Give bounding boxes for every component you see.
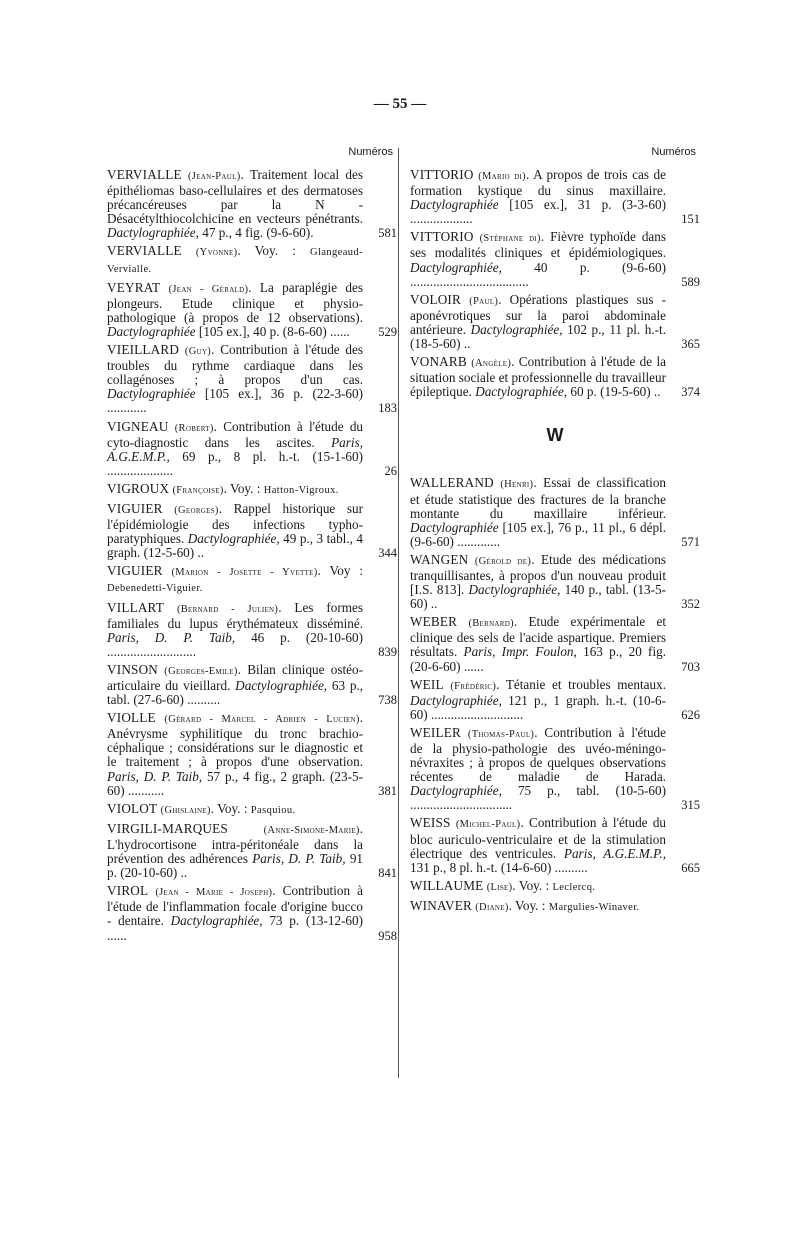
entry-number: 183	[378, 401, 397, 416]
index-entry	[410, 615, 700, 673]
entry-publication: Dactylographiée	[410, 519, 499, 535]
index-entry	[107, 482, 397, 498]
entry-number: 589	[681, 274, 700, 289]
entry-number: 381	[378, 783, 397, 798]
entry-publication: Dactylographiée	[410, 197, 499, 213]
entry-details: [105 ex.], 36 p. (22-3-60) ............	[107, 386, 364, 416]
entry-surname: VIGROUX	[107, 480, 170, 496]
right-column	[410, 146, 700, 919]
index-entry	[410, 816, 700, 874]
index-entry	[410, 879, 700, 895]
index-entry	[410, 678, 700, 722]
entry-surname: VIGNEAU	[107, 418, 169, 434]
entry-surname: VERVIALLE	[107, 243, 182, 259]
entry-title: . Voy. :	[223, 480, 261, 496]
entry-surname: WINAVER	[410, 897, 472, 913]
entry-publication: Dactylographiée,	[235, 678, 328, 693]
entry-number: 839	[378, 644, 397, 659]
index-entry	[410, 899, 700, 915]
entry-surname: VINSON	[107, 661, 159, 677]
entry-publication: Paris, Impr. Foulon,	[463, 644, 577, 660]
entry-given-names: (Robert)	[174, 422, 214, 434]
entry-surname: WANGEN	[410, 551, 469, 567]
entry-given-names: (Henri)	[500, 479, 534, 491]
entry-number: 841	[378, 866, 397, 881]
entry-details: [105 ex.], 40 p. (8-6-60) ......	[198, 323, 350, 339]
entry-surname: VIOLLE	[107, 710, 156, 726]
entry-details: 91 p. (20-10-60) ..	[107, 851, 363, 881]
entry-surname: VIGUIER	[107, 500, 163, 516]
entry-surname: WEILER	[410, 724, 462, 740]
entry-number: 26	[384, 463, 397, 478]
index-entry	[107, 168, 397, 240]
entry-cross-reference: Pasquiou.	[250, 804, 296, 816]
entry-given-names: (Georges)	[174, 504, 219, 516]
entry-publication: Paris, D. P. Taib,	[252, 851, 346, 867]
index-entry	[107, 884, 397, 942]
entry-title: . L'hydrocortisone intra-péritonéale dans la prévention des adhérences	[107, 820, 363, 867]
index-entry	[107, 281, 397, 339]
entry-details: 63 p., tabl. (27-6-60) ..........	[107, 678, 363, 708]
entry-surname: VIROL	[107, 883, 149, 899]
entry-publication: Dactylographiée,	[410, 783, 502, 799]
entry-title: . Bilan clinique ostéo-articulaire du vieillard.	[107, 661, 363, 693]
entry-surname: VIRGILI-MARQUES	[107, 820, 228, 836]
index-entry	[410, 355, 700, 399]
entry-title: . Opérations plastiques sus - aponévrotiques sur la paroi abdominale antérieure.	[410, 291, 667, 337]
entry-publication: Dactylographiée,	[468, 582, 561, 598]
entry-given-names: (Thomas-Paul)	[467, 728, 535, 740]
entry-surname: VERVIALLE	[107, 167, 182, 182]
entry-surname: VOLOIR	[410, 291, 462, 307]
entry-title: . Les formes familiales du lupus érythémateux disséminé.	[107, 599, 363, 631]
entry-number: 344	[378, 546, 397, 561]
entry-given-names: (Gérold de)	[474, 555, 532, 567]
entry-surname: VEYRAT	[107, 279, 161, 295]
entry-number: 738	[378, 693, 397, 708]
index-entry	[410, 230, 700, 288]
entry-surname: VIGUIER	[107, 563, 163, 579]
left-column	[107, 146, 397, 947]
entry-publication: Paris, D. P. Taib,	[107, 768, 203, 784]
entry-title: . Contribution à l'étude du cyto-diagnostic dans les ascites.	[107, 418, 364, 450]
entry-cross-reference: Leclercq.	[552, 881, 596, 893]
index-entry	[107, 502, 397, 560]
entry-title: . Anévrysme syphilitique du tronc brachio-céphalique ; considérations sur le diagnostic et le traitement ; à propos d'une observation.	[107, 710, 363, 770]
entry-details: 40 p. (9-6-60) ....................................	[410, 259, 666, 289]
entry-title: . La paraplégie des plongeurs. Etude clinique et physio-pathologique (à propos de 12 observations).	[107, 279, 363, 325]
entry-surname: VITTORIO	[410, 167, 474, 182]
entry-number: 581	[378, 226, 397, 241]
entry-details: 140 p., tabl. (13-5-60) ..	[410, 582, 667, 612]
entry-surname: VONARB	[410, 354, 467, 370]
entry-title: . A propos de trois cas de formation kystique du sinus maxillaire.	[410, 167, 666, 199]
entry-number: 665	[681, 860, 700, 875]
entry-surname: VIOLOT	[107, 800, 158, 816]
entry-title: . Tétanie et troubles mentaux.	[496, 676, 667, 692]
page-number: — 55 —	[373, 96, 427, 112]
entry-cross-reference: Debenedetti-Viguier.	[107, 583, 203, 595]
entry-given-names: (Anne-Simone-Marie)	[263, 824, 360, 836]
entry-title: . Voy. :	[512, 877, 550, 893]
left-entries	[107, 168, 397, 943]
numeros-header: Numéros	[348, 146, 393, 158]
entry-details: 75 p., tabl. (10-5-60) ...............................	[410, 783, 667, 813]
entry-number: 151	[681, 212, 700, 227]
entry-surname: WEIL	[410, 676, 444, 692]
entry-number: 626	[681, 707, 700, 722]
entry-title: . Voy. :	[237, 243, 296, 259]
index-entry	[410, 726, 700, 813]
entry-publication: Dactylographiée,	[470, 321, 563, 337]
entry-title: . Contribution à l'étude de l'inflammation focale d'origine bucco - dentaire.	[107, 883, 363, 929]
entry-details: [105 ex.], 31 p. (3-3-60) ...................	[410, 197, 667, 227]
entry-title: . Etude expérimentale et clinique des sels de l'acide aspartique. Premiers résultats.	[410, 614, 667, 660]
entry-surname: VILLART	[107, 599, 165, 615]
index-entry	[410, 293, 700, 351]
entry-details: 69 p., 8 pl. h.-t. (15-1-60) ....................	[107, 448, 364, 478]
entry-title: . Traitement local des épithéliomas baso-cellulaires et des dermatoses précancéreuses par la N - Désacétylthiocolchicine en vecteurs pénétrants.	[107, 167, 363, 227]
column-divider	[398, 148, 399, 1078]
entry-publication: Dactylographiée,	[170, 913, 263, 929]
entry-given-names: (Bernard)	[468, 618, 514, 630]
entry-surname: WEBER	[410, 614, 458, 630]
index-entry	[107, 711, 397, 798]
entry-publication: Dactylographiée,	[410, 259, 502, 275]
index-entry	[410, 168, 700, 226]
entry-details: 60 p. (19-5-60) ..	[570, 384, 661, 400]
entry-number: 352	[681, 597, 700, 612]
entry-number: 571	[681, 534, 700, 549]
entry-title: . Rappel historique sur l'épidémiologie des infections typho-paratyphiques.	[107, 500, 363, 547]
entry-given-names: (Bernard - Julien)	[176, 603, 279, 615]
entry-surname: WILLAUME	[410, 877, 484, 893]
entry-publication: Paris, A.G.E.M.P.,	[563, 845, 667, 861]
entry-number: 315	[681, 798, 700, 813]
entry-details: [105 ex.], 76 p., 11 pl., 6 dépl. (9-6-60) .............	[410, 519, 666, 549]
entry-publication: Dactylographiée,	[107, 225, 199, 241]
entry-details: 47 p., 4 fig. (9-6-60).	[202, 225, 314, 241]
index-entry	[410, 476, 700, 548]
index-entry	[410, 553, 700, 611]
entry-number: 529	[378, 324, 397, 339]
entry-publication: Paris, D. P. Taib,	[107, 629, 236, 645]
entry-details: 49 p., 3 tabl., 4 graph. (12-5-60) ..	[107, 531, 364, 561]
entry-given-names: (Françoise)	[172, 484, 224, 496]
entry-surname: WALLERAND	[410, 475, 494, 491]
entry-cross-reference: Margulies-Winaver.	[548, 901, 640, 913]
numeros-header: Numéros	[651, 146, 696, 158]
entry-given-names: (Jean - Gérald)	[168, 283, 249, 295]
entry-given-names: (Diane)	[475, 901, 509, 913]
index-entry	[107, 244, 397, 276]
entry-given-names: (Michel-Paul)	[455, 819, 521, 831]
entry-publication: Dactylographiée	[107, 323, 196, 339]
entry-title: . Contribution à l'étude de la physio-pathologie des uvéo-méningo-névraxites ; à propos de quelques observations récentes de maladie de Harada.	[410, 724, 667, 785]
entry-title: . Etude des médications tranquillisantes, à propos d'un nouveau produit [I.S. 813].	[410, 551, 666, 598]
entry-given-names: (Georges-Emile)	[164, 665, 238, 677]
index-entry	[107, 564, 397, 596]
entry-title: . Contribution à l'étude du bloc auriculo-ventriculaire et de la stimulation électrique des ventricules.	[410, 815, 667, 861]
entry-details: 131 p., 8 pl. h.-t. (14-6-60) ..........	[410, 859, 588, 875]
entry-title: . Contribution à l'étude des troubles du rythme cardiaque dans les collagénoses ; à propos d'un cas.	[107, 342, 364, 388]
entry-number: 958	[378, 928, 397, 943]
entry-given-names: (Paul)	[469, 295, 499, 307]
index-entry	[107, 601, 397, 659]
right-entries-w	[410, 476, 700, 915]
entry-given-names: (Marion - Josette - Yvette)	[171, 567, 318, 579]
entry-publication: Dactylographiée,	[187, 531, 280, 547]
entry-details: 73 p. (13-12-60) ......	[107, 913, 364, 943]
entry-details: 121 p., 1 graph. h.-t. (10-6-60) ............................	[410, 692, 666, 722]
entry-title: . Voy. :	[210, 800, 248, 816]
entry-title: . Contribution à l'étude de la situation sociale et professionnelle du travailleur épileptique.	[410, 354, 666, 400]
entry-cross-reference: Hatton-Vigroux.	[263, 484, 339, 496]
entry-given-names: (Ghislaine)	[160, 804, 211, 816]
entry-given-names: (Jean-Paul)	[188, 171, 241, 182]
index-entry	[107, 343, 397, 415]
entry-title: . Voy. :	[508, 897, 546, 913]
entry-given-names: (Jean - Marie - Joseph)	[155, 887, 273, 899]
entry-details: 57 p., 4 fig., 2 graph. (23-5-60) ...........	[107, 768, 363, 798]
entry-title: . Fièvre typhoïde dans ses modalités cliniques et épidémiologiques.	[410, 229, 667, 261]
entry-given-names: (Angèle)	[471, 358, 512, 370]
right-entries-v	[410, 168, 700, 399]
entry-publication: Dactylographiée	[107, 386, 196, 402]
index-entry	[107, 663, 397, 707]
entry-details: 163 p., 20 fig. (20-6-60) ......	[410, 644, 667, 674]
entry-surname: VITTORIO	[410, 229, 474, 245]
entry-given-names: (Stéphane di)	[479, 233, 541, 245]
entry-given-names: (Guy)	[184, 346, 212, 358]
entry-title: . Essai de classification et étude statistique des fractures de la branche montante du maxillaire inférieur.	[410, 475, 667, 521]
entry-given-names: (Lise)	[486, 881, 513, 893]
entry-details: 102 p., 11 pl. h.-t. (18-5-60) ..	[410, 321, 667, 352]
entry-given-names: (Frédéric)	[450, 680, 497, 692]
entry-title: . Voy :	[317, 563, 364, 579]
entry-number: 365	[681, 337, 700, 352]
entry-given-names: (Mario di)	[478, 171, 526, 182]
entry-number: 374	[681, 385, 700, 400]
entry-given-names: (Gérard - Marcel - Adrien - Lucien)	[164, 714, 360, 726]
entry-publication: Paris, A.G.E.M.P.,	[107, 434, 363, 464]
entry-surname: WEISS	[410, 815, 451, 831]
entry-surname: VIEILLARD	[107, 342, 180, 358]
index-entry	[107, 822, 397, 880]
entry-cross-reference: Glangeaud-Vervialle.	[107, 247, 363, 275]
entry-number: 703	[681, 659, 700, 674]
index-entry	[107, 420, 397, 478]
entry-given-names: (Yvonne)	[195, 247, 238, 259]
entry-details: 46 p. (20-10-60) ...........................	[107, 629, 363, 659]
index-entry	[107, 802, 397, 818]
entry-publication: Dactylographiée,	[410, 692, 502, 708]
section-letter: W	[546, 425, 564, 446]
entry-publication: Dactylographiée,	[475, 384, 568, 400]
